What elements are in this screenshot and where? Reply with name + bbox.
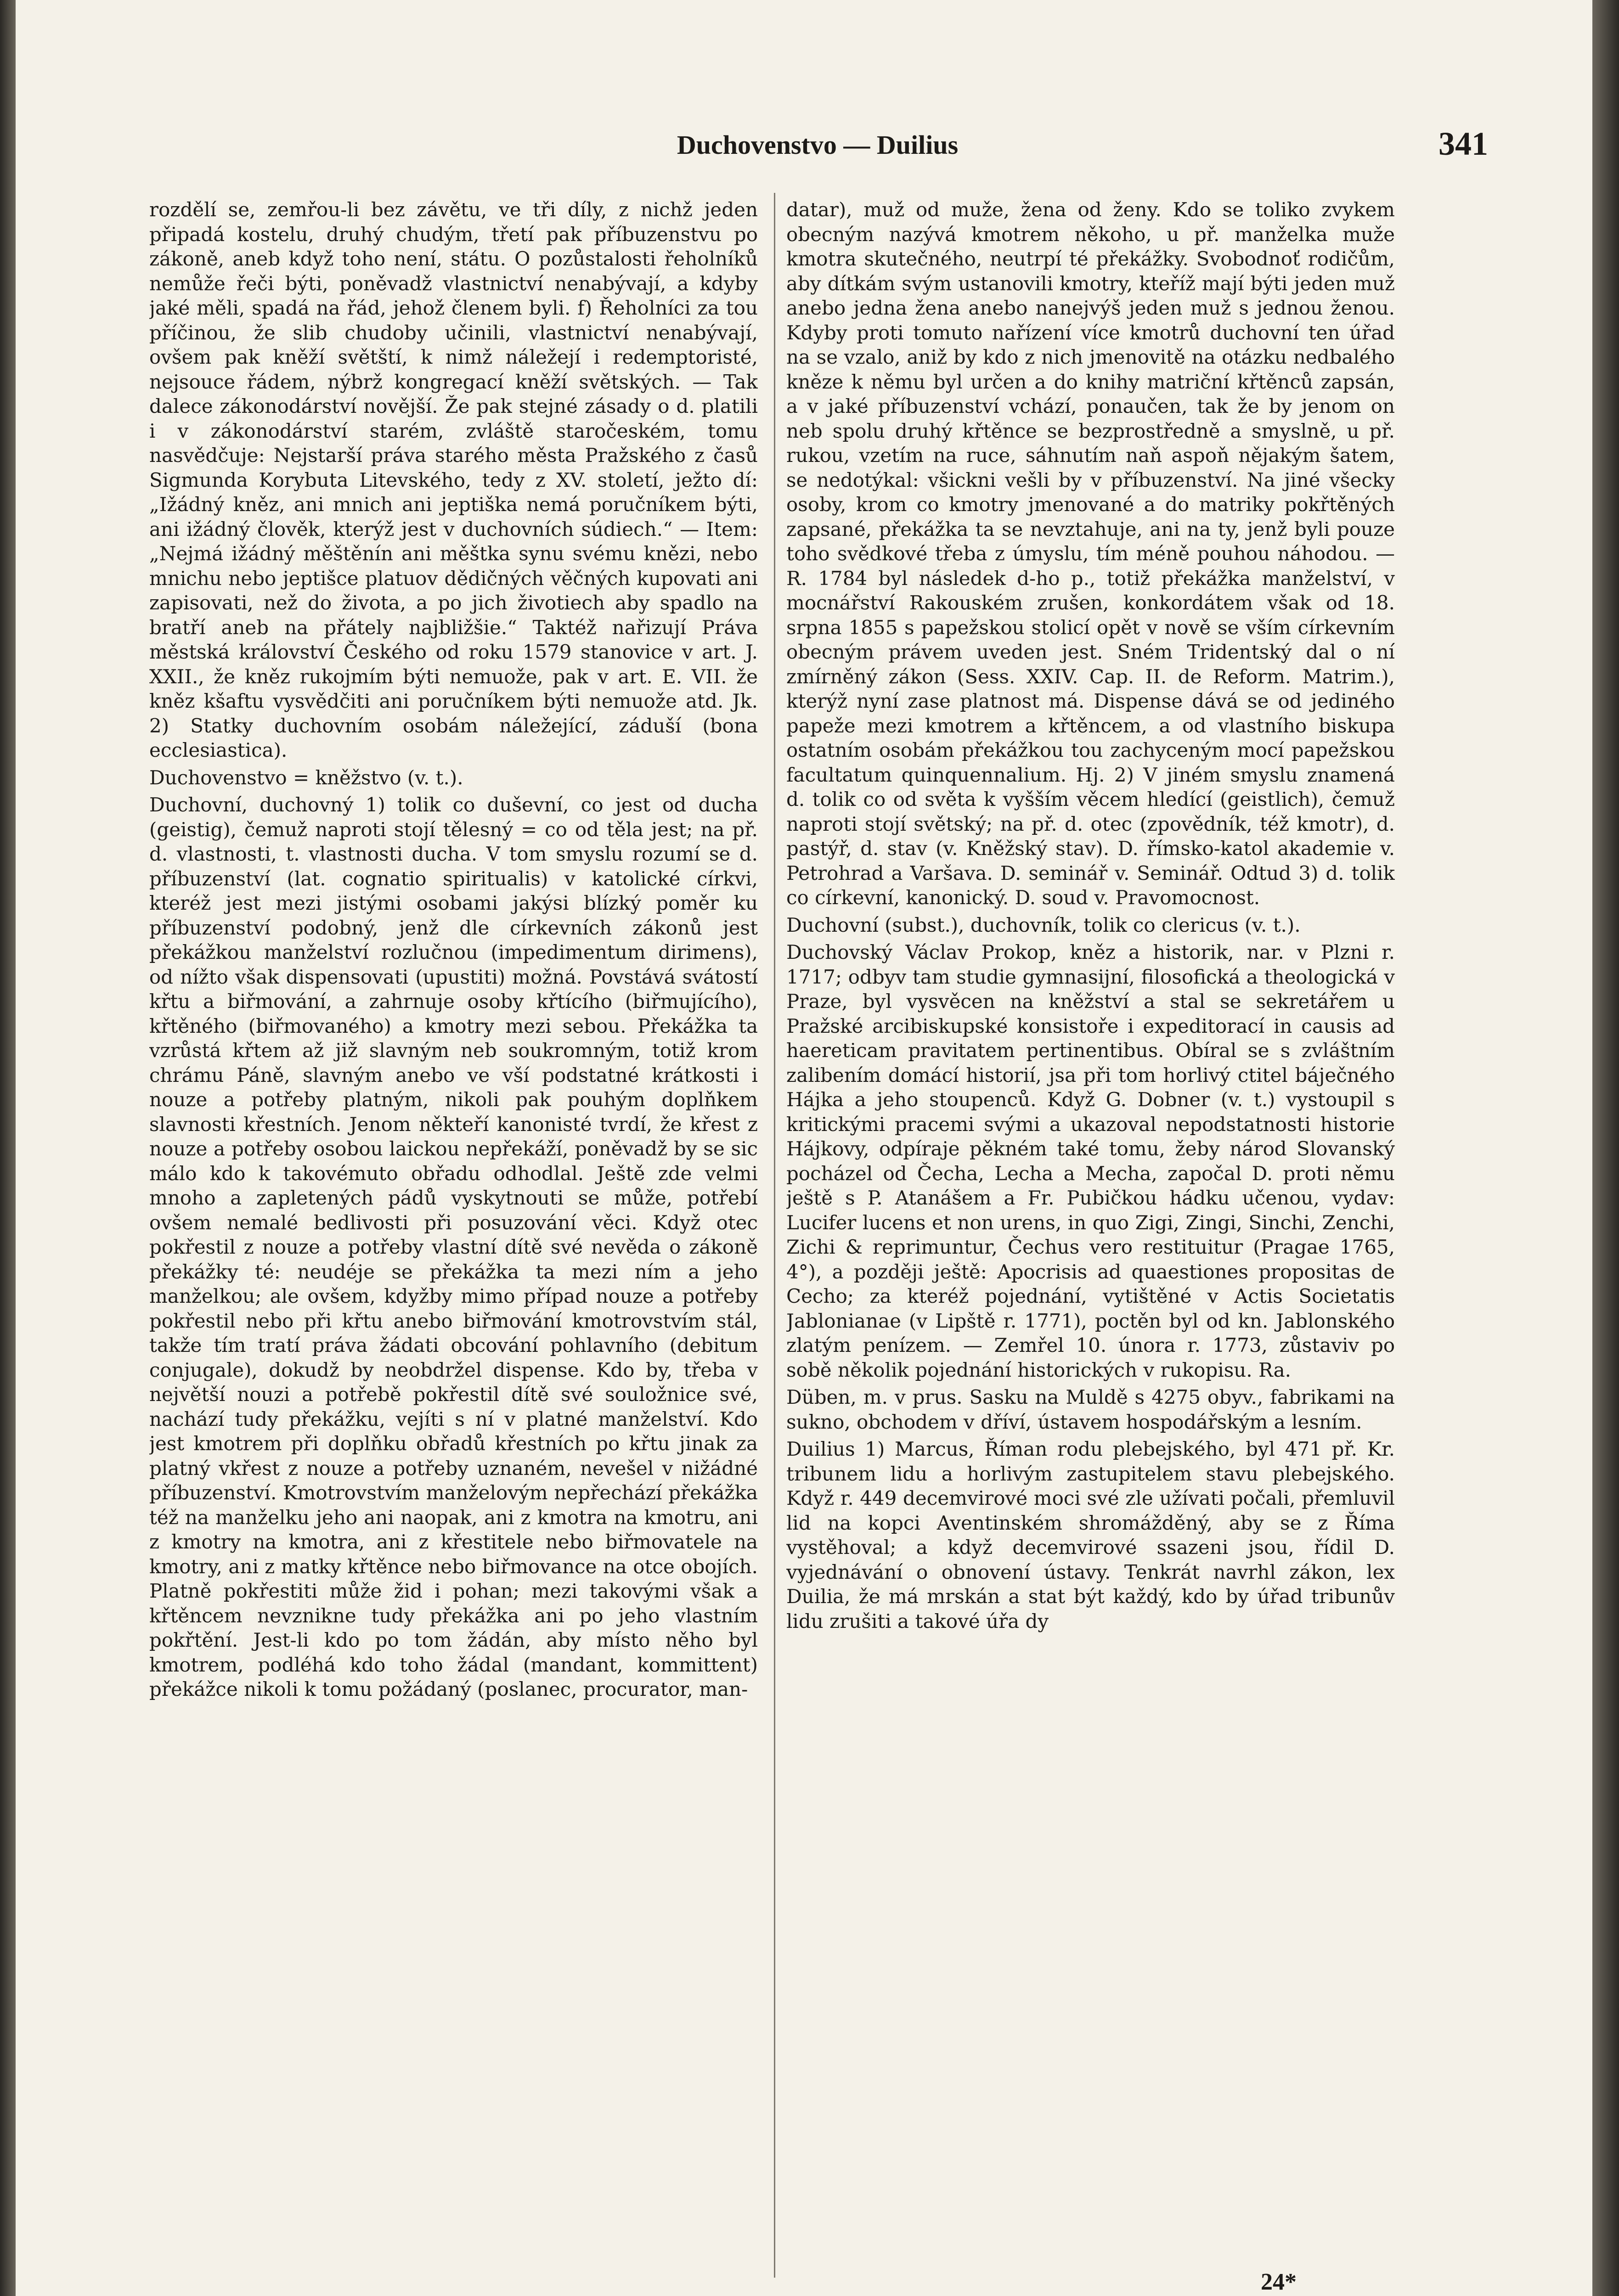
right-column (786, 197, 1395, 2273)
signature-mark: 24* (1261, 2269, 1297, 2295)
entry-duchovenstvo: Duchovenstvo = kněžstvo (v. t.). (149, 766, 463, 789)
page-number: 341 (1438, 125, 1488, 162)
entry-duben: Düben, m. v prus. Sasku na Muldě s 4275 obyv., fabrikami na sukno, obchodem v dříví, ústavem hospodářským a lesním. (786, 1386, 1395, 1433)
left-column (149, 197, 758, 2273)
column-divider (774, 193, 775, 2278)
right-paragraph-1: datar), muž od muže, žena od ženy. Kdo se toliko zvykem obecným nazývá kmotrem někoho, u př. manželka muže kmotra skutečného, neutrpí té překážky. Svobodnoť rodičům, aby dítkám svým ustanovili kmotry, kteříž mají býti jeden muž anebo jedna žena anebo nanejvýš jeden muž s jednou ženou. Kdyby proti tomuto nařízení více kmotrů duchovní ten úřad na se vzalo, aniž by kdo z nich jmenovitě na otázku nedbalého kněze k němu byl určen a do knihy matriční křtěnců zapsán, a v jaké příbuzenství vchází, ponaučen, tak že by jenom on neb spolu druhý křtěnce se bezprostředně a smyslně, u př. rukou, vzetím na ruce, sáhnutím naň aspoň nějakým šatem, se nedotýkal: všickni vešli by v příbuzenství. Na jiné všecky osoby, krom co kmotry jmenované a do matriky pokřtěných zapsané, překážka ta se nevztahuje, ani na ty, jenž byli pouze toho svědkové třeba z úmyslu, tím méně pouhou náhodou. — R. 1784 byl následek d-ho p., totiž překážka manželství, v mocnářství Rakouském zrušen, konkordátem však od 18. srpna 1855 s papežskou stolicí opět v nově se vším církevním obecným právem uveden jest. Sném Tridentský dal o ní zmírněný zákon (Sess. XXIV. Cap. II. de Reform. Matrim.), kterýž nyní zase platnost má. Dispense dává se od jediného papeže mezi kmotrem a křtěncem, a od vlastního biskupa ostatním osobám překážkou tou zachyceným mocí papežskou facultatum quinquennalium. Hj. 2) V jiném smyslu znamená d. tolik co od světa k vyšším věcem hledící (geistlich), čemuž naproti stojí světský; na př. d. otec (zpovědník, též kmotr), d. pastýř, d. stav (v. Kněžský stav). D. římsko-katol akademie v. Petrohrad a Varšava. D. seminář v. Seminář. Odtud 3) d. tolik co církevní, kanonický. D. soud v. Pravomocnost. (786, 198, 1395, 909)
scan-edge-left (0, 0, 16, 2296)
entry-duilius: Duilius 1) Marcus, Říman rodu plebejského, byl 471 př. Kr. tribunem lidu a horlivým zastupitelem stavu plebejského. Když r. 449 decemvirové moci své zle užívati počali, přemluvil lid na kopci Aventinském shromážděný, aby se z Říma vystěhoval; a když decemvirové ssazeni jsou, řídil D. vyjednávání o obnovení ústavy. Tenkrát navrhl zákon, lex Duilia, že má mrskán a stat být každý, kdo by úřad tribunův lidu zrušiti a takové úřa dy (786, 1438, 1395, 1632)
entry-duchovni: Duchovní, duchovný 1) tolik co duševní, co jest od ducha (geistig), čemuž naproti stojí tělesný = co od těla jest; na př. d. vlastnosti, t. vlastnosti ducha. V tom smyslu rozumí se d. příbuzenství (lat. cognatio spiritualis) v katolické církvi, kteréž jest mezi jistými osobami jakýsi blízký poměr ku příbuzenství podobný, jenž dle církevních zákonů jest překážkou manželství rozlučnou (impedimentum dirimens), od nížto však dispensovati (upustiti) možná. Povstává svátostí křtu a biřmování, a zahrnuje osoby křtícího (biřmujícího), křtěného (biřmovaného) a kmotry mezi sebou. Překážka ta vzrůstá křtem až již slavným neb soukromným, totiž krom chrámu Páně, slavným anebo ve vší podstatné krátkosti i nouze a potřeby platným, nikoli pak pouhým doplňkem slavnosti křestních. Jenom někteří kanonisté tvrdí, že křest z nouze a potřeby osobou laickou nepřekáží, poněvadž by se sic málo kdo k takovémuto obřadu odhodlal. Ještě zde velmi mnoho a zapletených pádů vyskytnouti se může, potřebí ovšem nemalé bedlivosti při posuzování věci. Když otec pokřestil z nouze a potřeby vlastní dítě své nevěda o zákoně překážky té: neudéje se překážka ta mezi ním a jeho manželkou; ale ovšem, kdyžby mimo případ nouze a potřeby pokřestil nebo při křtu anebo biřmování kmotrovstvím stál, takže tím tratí práva žádati obcování pohlavního (debitum conjugale), dokudž by neobdržel dispense. Kdo by, třeba v největší nouzi a potřebě pokřestil dítě své souložnice své, nachází tudy překážku, vejíti s ní v platné manželství. Kdo jest kmotrem při doplňku obřadů křestních po křtu jinak za platný vkřest z nouze a potřeby uznaném, nevešel v nižádné příbuzenství. Kmotrovstvím manželovým nepřechází překážka též na manželku jeho ani naopak, ani z kmotra na kmotru, ani z kmotry na kmotra, ani z křestitele nebo biřmovatele na kmotry, ani z matky křtěnce nebo biřmovance na otce obojích. Platně pokřestiti může žid i pohan; mezi takovými však a křtěncem nevznikne tudy překážka ani po jeho vlastním pokřtění. Jest-li kdo po tom žádán, aby místo něho byl kmotrem, podléhá kdo toho žádal (mandant, kommittent) překážce nikoli k tomu požádaný (poslanec, procurator, man- (149, 793, 758, 1700)
entry-duchovni-subst: Duchovní (subst.), duchovník, tolik co clericus (v. t.). (786, 913, 1301, 936)
left-paragraph-1: rozdělí se, zemřou-li bez závětu, ve tři díly, z nichž jeden připadá kostelu, druhý chudým, třetí pak příbuzenstvu po zákoně, aneb když toho není, státu. O pozůstalosti řeholníků nemůže řeči býti, poněvadž vlastnictví nenabývají, a kdyby jaké měli, spadá na řád, jehož členem byli. f) Řeholníci za tou příčinou, že slib chudoby učinili, vlastnictví nenabývají, ovšem pak kněží světští, k nimž náležejí i redemptoristé, nejsouce řádem, nýbrž kongregací kněží světských. — Tak dalece zákonodárství novější. Že pak stejné zásady o d. platili i v zákonodárství starém, zvláště staročeském, tomu nasvědčuje: Nejstarší práva starého města Pražského z časů Sigmunda Korybuta Litevského, tedy z XV. století, ježto dí: „Ižádný kněz, ani mnich ani jeptiška nemá poručníkem býti, ani ižádný člověk, kterýž jest v duchovních súdiech.“ — Item: „Nejmá ižádný měštěnín ani měštka synu svému knězi, nebo mnichu nebo jeptišce platuov dědičných věčných kupovati ani zapisovati, než do života, a po jich životiech aby spadlo na bratří aneb na přátely najbližšie.“ Taktéž nařizují Práva městská království Českého od roku 1579 stanovice v art. J. XXII., že kněz rukojmím býti nemuože, pak v art. E. VII. že kněz kšaftu vysvědčiti ani poručníkem býti nemuože atd. Jk. 2) Statky duchovním osobám náležející, záduší (bona ecclesiastica). (149, 198, 758, 761)
page-header (152, 118, 1488, 174)
running-head: Duchovenstvo — Duilius (677, 130, 959, 160)
scan-edge-right (1592, 0, 1619, 2296)
entry-duchovsky: Duchovský Václav Prokop, kněz a historik, nar. v Plzni r. 1717; odbyv tam studie gymnasijní, filosofická a theologická v Praze, byl vysvěcen na kněžství a stal se sekretářem u Pražské arcibiskupské konsistoře i expeditorací in causis ad haereticam pravitatem pertinentibus. Obíral se s zvláštním zalibením domácí historií, jsa při tom horlivý ctitel báječného Hájka a jeho stoupenců. Když G. Dobner (v. t.) vystoupil s kritickými pracemi svými a ukazoval nepodstatnosti historie Hájkovy, odpíraje pěkném také tomu, žeby národ Slovanský pocházel od Čecha, Lecha a Mecha, započal D. proti němu ještě s P. Atanášem a Fr. Pubičkou hádku učenou, vydav: Lucifer lucens et non urens, in quo Zigi, Zingi, Sinchi, Zenchi, Zichi & reprimuntur, Čechus vero restituitur (Pragae 1765, 4°), a později ještě: Apocrisis ad quaestiones propositas de Cecho; za kteréž pojednání, vytištěné v Actis Societatis Jablonianae (v Lipště r. 1771), poctěn byl od kn. Jablonského zlatým penízem. — Zemřel 10. února r. 1773, zůstaviv po sobě několik pojednání historických v rukopisu. Ra. (786, 941, 1395, 1381)
